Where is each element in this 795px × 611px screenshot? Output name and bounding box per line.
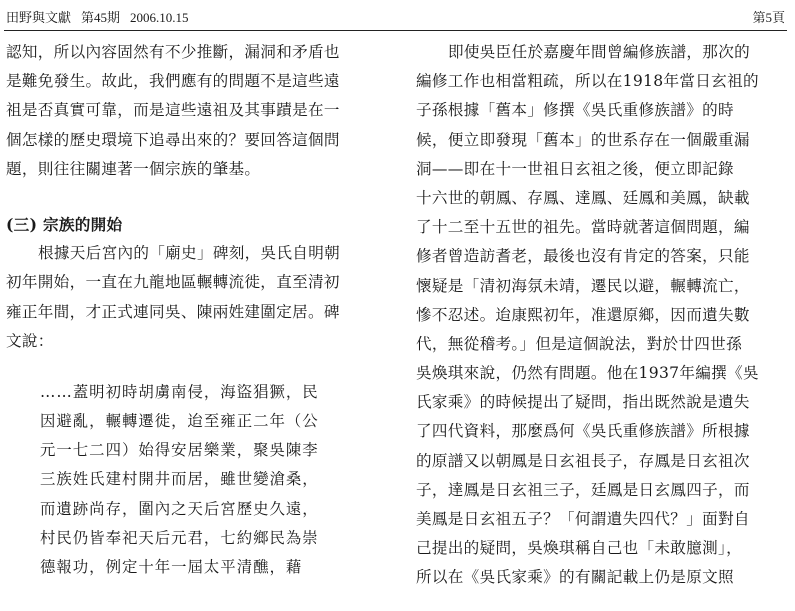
- quote-line: 德報功，例定十年一屆太平清醮，藉: [40, 558, 303, 576]
- text-line: 是難免發生。故此，我們應有的問題不是這些遠: [6, 72, 340, 91]
- text-line: 懷疑是「清初海氛未靖，遷民以避，輾轉流亡，: [416, 276, 750, 295]
- text-line: 美鳳是日玄祖五子？「何謂遺失四代？」面對自: [416, 510, 750, 528]
- issue-date: 2006.10.15: [130, 10, 189, 25]
- section-heading: (三) 宗族的開始: [6, 214, 123, 234]
- text-line: 吳煥琪來說，仍然有問題。他在1937年編撰《吳: [416, 364, 759, 383]
- text-line: 代，無從稽考。」但是這個說法，對於廿四世孫: [416, 334, 742, 353]
- page-header: [6, 8, 785, 30]
- left-column: [6, 38, 376, 582]
- text-line: 修者曾造訪耆老，最後也沒有肯定的答案，只能: [416, 247, 750, 266]
- text-line: 子，達鳳是日玄祖三子，廷鳳是日玄鳳四子，而: [416, 480, 750, 499]
- text-line: 己提出的疑問，吳煥琪稱自己也「未敢臆測」，: [416, 539, 742, 558]
- text-line: 了四代資料，那麼爲何《吳氏重修族譜》所根據: [416, 422, 750, 441]
- page-number: 第5頁: [752, 10, 785, 25]
- text-line: 個怎樣的歷史環境下追尋出來的？要回答這個問: [6, 130, 340, 149]
- text-line: 雍正年間，才正式連同吳、陳兩姓建圍定居。碑: [6, 302, 340, 321]
- text-line: 子孫根據「舊本」修撰《吳氏重修族譜》的時: [416, 101, 734, 120]
- text-line: 文說：: [6, 331, 54, 350]
- right-column: [416, 38, 788, 593]
- text-line: 初年開始，一直在九龍地區輾轉流徙，直至清初: [6, 273, 340, 292]
- quote-line: 村民仍皆奉祀天后元君，七約鄉民為崇: [40, 528, 319, 547]
- text-line: 十六世的朝鳳、存鳳、達鳳、廷鳳和美鳳，缺載: [416, 188, 750, 207]
- header-left: [6, 8, 199, 28]
- quote-line: 元一七二四）始得安居樂業，聚吳陳李: [40, 441, 319, 460]
- quote-line: 因避亂，輾轉遷徙，迨至雍正二年（公: [40, 412, 319, 431]
- spacer: [6, 356, 376, 378]
- text-line: 候，便立即發現「舊本」的世系存在一個嚴重漏: [416, 130, 750, 149]
- section-paragraph: [6, 239, 376, 356]
- issue-number: 第45期: [81, 10, 121, 25]
- text-line: 祖是否真實可靠，而是這些遠祖及其事蹟是在一: [6, 101, 340, 120]
- text-line: 題，則往往關連著一個宗族的肇基。: [6, 159, 261, 178]
- inscription-quote: [6, 378, 376, 582]
- text-line: 根據天后宮內的「廟史」碑刻，吳氏自明朝: [38, 244, 340, 263]
- quote-line: ……蓋明初時胡虜南侵，海盜猖獗，民: [40, 382, 319, 401]
- text-line: 慘不忍述。迨康熙初年，准還原鄉，因而遺失數: [416, 305, 750, 324]
- text-line: 氏家乘》的時候提出了疑問，指出既然說是遺失: [416, 393, 750, 412]
- text-line: 認知，所以內容固然有不少推斷，漏洞和矛盾也: [6, 43, 340, 61]
- text-line: 所以在《吳氏家乘》的有關記載上仍是原文照: [416, 568, 734, 587]
- publication-title: 田野與文獻: [6, 10, 72, 25]
- header-rule: [4, 30, 787, 31]
- text-line: 了十二至十五世的祖先。當時就著這個問題，編: [416, 218, 750, 237]
- text-line: 即使吳臣任於嘉慶年間曾編修族譜，那次的: [448, 43, 750, 61]
- spacer: [6, 184, 376, 210]
- quote-line: 三族姓氏建村開井而居，雖世變滄桑，: [40, 470, 319, 489]
- text-line: 的原譜又以朝鳳是日玄祖長子，存鳳是日玄祖次: [416, 451, 750, 470]
- intro-paragraph: [6, 38, 376, 184]
- quote-line: 而遺跡尚存，圍內之天后宮歷史久遠，: [40, 499, 319, 518]
- text-line: 編修工作也相當粗疏，所以在1918年當日玄祖的: [416, 72, 759, 91]
- text-line: 洞——即在十一世祖日玄祖之後，便立即記錄: [416, 159, 734, 178]
